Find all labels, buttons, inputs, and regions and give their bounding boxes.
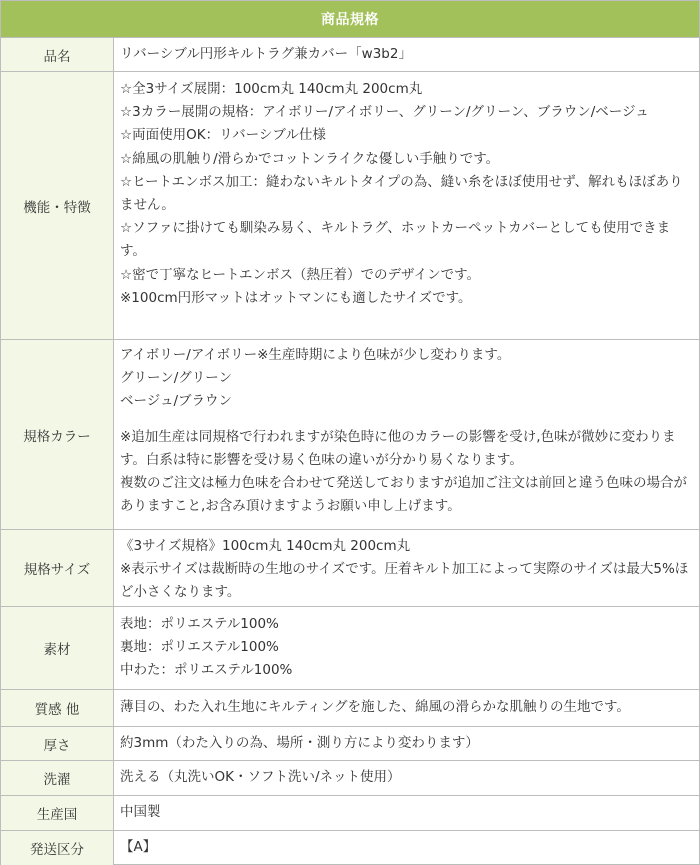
value-line: ベージュ/ブラウン bbox=[120, 393, 233, 410]
row-colors bbox=[1, 340, 699, 530]
value-line: グリーン/グリーン bbox=[120, 370, 233, 387]
value-line: 約3mm（わた入りの為、場所・測り方により変わります） bbox=[120, 734, 479, 751]
spacer bbox=[120, 414, 691, 426]
value-line: ☆ヒートエンボス加工：縫わないキルトタイプの為、縫い糸をほぼ使用せず、解れもほぼありません。 bbox=[120, 173, 683, 214]
row-value bbox=[114, 38, 699, 71]
row-value bbox=[114, 530, 699, 606]
value-line: ☆綿風の肌触り/滑らかでコットンライクな優しい手触りです。 bbox=[120, 150, 500, 167]
value-line: 洗える（丸洗いOK・ソフト洗い/ネット使用） bbox=[120, 769, 401, 786]
row-texture bbox=[1, 690, 699, 727]
row-label: 発送区分 bbox=[1, 831, 114, 865]
value-line: 中わた：ポリエステル100% bbox=[120, 662, 293, 679]
row-material bbox=[1, 607, 699, 690]
row-product-name bbox=[1, 38, 699, 72]
row-value bbox=[114, 831, 699, 865]
value-line: 裏地：ポリエステル100% bbox=[120, 639, 279, 656]
value-line: ※100cm円形マットはオットマンにも適したサイズです。 bbox=[120, 289, 472, 306]
value-line: アイボリー/アイボリー※生産時期により色味が少し変わります。 bbox=[120, 347, 511, 363]
value-line: 【A】 bbox=[120, 839, 157, 856]
value-line: ☆ソファに掛けても馴染み易く、キルトラグ、ホットカーペットカバーとしても使用できます。 bbox=[120, 220, 671, 260]
row-size bbox=[1, 530, 699, 607]
value-line: ☆密で丁寧なヒートエンボス（熱圧着）でのデザインです。 bbox=[120, 266, 480, 283]
row-label: 規格カラー bbox=[1, 340, 114, 529]
value-line: ※表示サイズは裁断時の生地のサイズです。圧着キルト加工によって実際のサイズは最大5%ほど小さくなります。 bbox=[120, 561, 689, 601]
value-note: 複数のご注文は極力色味を合わせて発送しておりますが追加ご注文は前回と違う色味の場合がありますこと,お含み頂けますようお願い申し上げます。 bbox=[120, 475, 687, 515]
row-label: 機能・特徴 bbox=[1, 72, 114, 339]
row-value bbox=[114, 72, 699, 339]
row-washing bbox=[1, 761, 699, 796]
row-shipping bbox=[1, 831, 699, 865]
row-value bbox=[114, 727, 699, 760]
row-value bbox=[114, 690, 699, 726]
value-line: 表地：ポリエステル100% bbox=[120, 616, 279, 632]
row-label: 品名 bbox=[1, 38, 114, 71]
value-line: ☆両面使用OK：リバーシブル仕様 bbox=[120, 127, 326, 144]
row-label: 質感 他 bbox=[1, 690, 114, 726]
value-line: ☆全3サイズ展開：100cm丸 140cm丸 200cm丸 bbox=[120, 81, 423, 97]
row-value bbox=[114, 607, 699, 689]
row-value bbox=[114, 761, 699, 795]
table-header: 商品規格 bbox=[1, 1, 699, 38]
value-line: 《3サイズ規格》100cm丸 140cm丸 200cm丸 bbox=[120, 538, 411, 554]
row-label: 規格サイズ bbox=[1, 530, 114, 606]
row-label: 厚さ bbox=[1, 727, 114, 760]
value-line: リバーシブル円形キルトラグ兼カバー「w3b2」 bbox=[120, 45, 412, 62]
row-value bbox=[114, 340, 699, 529]
row-label: 生産国 bbox=[1, 796, 114, 830]
row-label: 洗濯 bbox=[1, 761, 114, 795]
value-line: 中国製 bbox=[120, 804, 161, 821]
row-thickness bbox=[1, 727, 699, 761]
row-features bbox=[1, 72, 699, 340]
value-line: 薄目の、わた入れ生地にキルティングを施した、綿風の滑らかな肌触りの生地です。 bbox=[120, 699, 630, 716]
value-note: ※追加生産は同規格で行われますが染色時に他のカラーの影響を受け,色味が微妙に変わります。白系は特に影響を受け易く色味の違いが分かり易くなります。 bbox=[120, 428, 676, 468]
row-origin bbox=[1, 796, 699, 831]
row-value bbox=[114, 796, 699, 830]
value-line: ☆3カラー展開の規格：アイボリー/アイボリー、グリーン/グリーン、ブラウン/ベージュ bbox=[120, 104, 649, 121]
row-label: 素材 bbox=[1, 607, 114, 689]
